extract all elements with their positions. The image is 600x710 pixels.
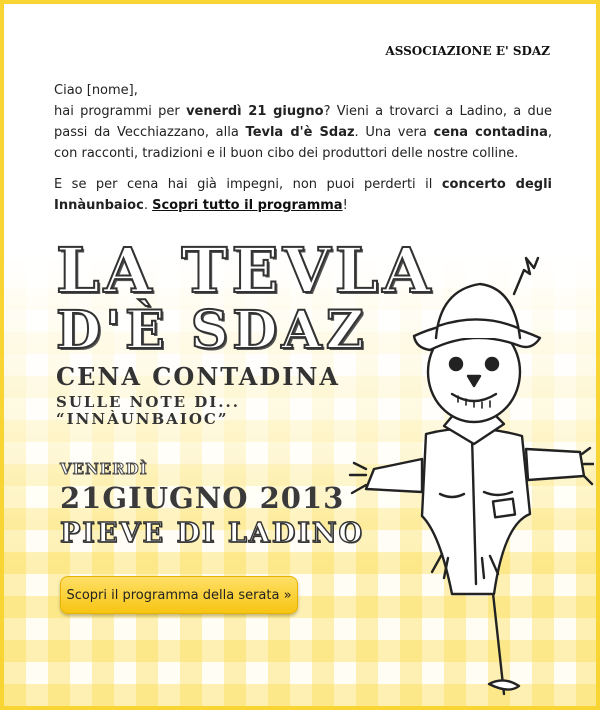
concert-highlight: concerto degli Innàunbaioc (54, 177, 552, 213)
poster-tagline: SULLE NOTE DI... (56, 393, 240, 411)
event-place: PIEVE DI LADINO (60, 518, 365, 549)
event-info (60, 460, 364, 550)
scarecrow-illustration (344, 254, 594, 704)
event-weekday: VENERDÌ (60, 460, 148, 478)
program-button[interactable]: Scopri il programma della serata » (60, 576, 298, 614)
poster-title-line1: LA TEVLA (56, 234, 435, 307)
greeting: Ciao [nome], (54, 83, 138, 98)
poster-title-line2: D'È SDAZ (56, 300, 368, 361)
org-name: ASSOCIAZIONE E' SDAZ (385, 44, 550, 58)
letter-body (54, 80, 552, 226)
dinner-highlight: cena contadina (433, 125, 548, 140)
program-link[interactable]: Scopri tutto il programma (152, 198, 343, 213)
poster-band-name: “INNÀUNBAIOC” (56, 410, 229, 428)
event-date: 21GIUGNO 2013 (60, 481, 345, 515)
letter-paragraph-2: E se per cena hai già impegni, non puoi perderti il concerto degli Innàunbaioc. Scopri tutto il programma! (54, 177, 552, 213)
letter-paragraph-1: hai programmi per venerdì 21 giugno? Vieni a trovarci a Ladino, a due passi da Vecchiazzano, alla Tevla d'è Sdaz. Una vera cena contadina, con racconti, tradizioni e il buon cibo dei produttori delle nostre colline. (54, 104, 553, 161)
poster-subtitle: CENA CONTADINA (56, 362, 341, 391)
event-name-highlight: Tevla d'è Sdaz (245, 125, 355, 140)
event-date-highlight: venerdì 21 giugno (186, 104, 324, 119)
